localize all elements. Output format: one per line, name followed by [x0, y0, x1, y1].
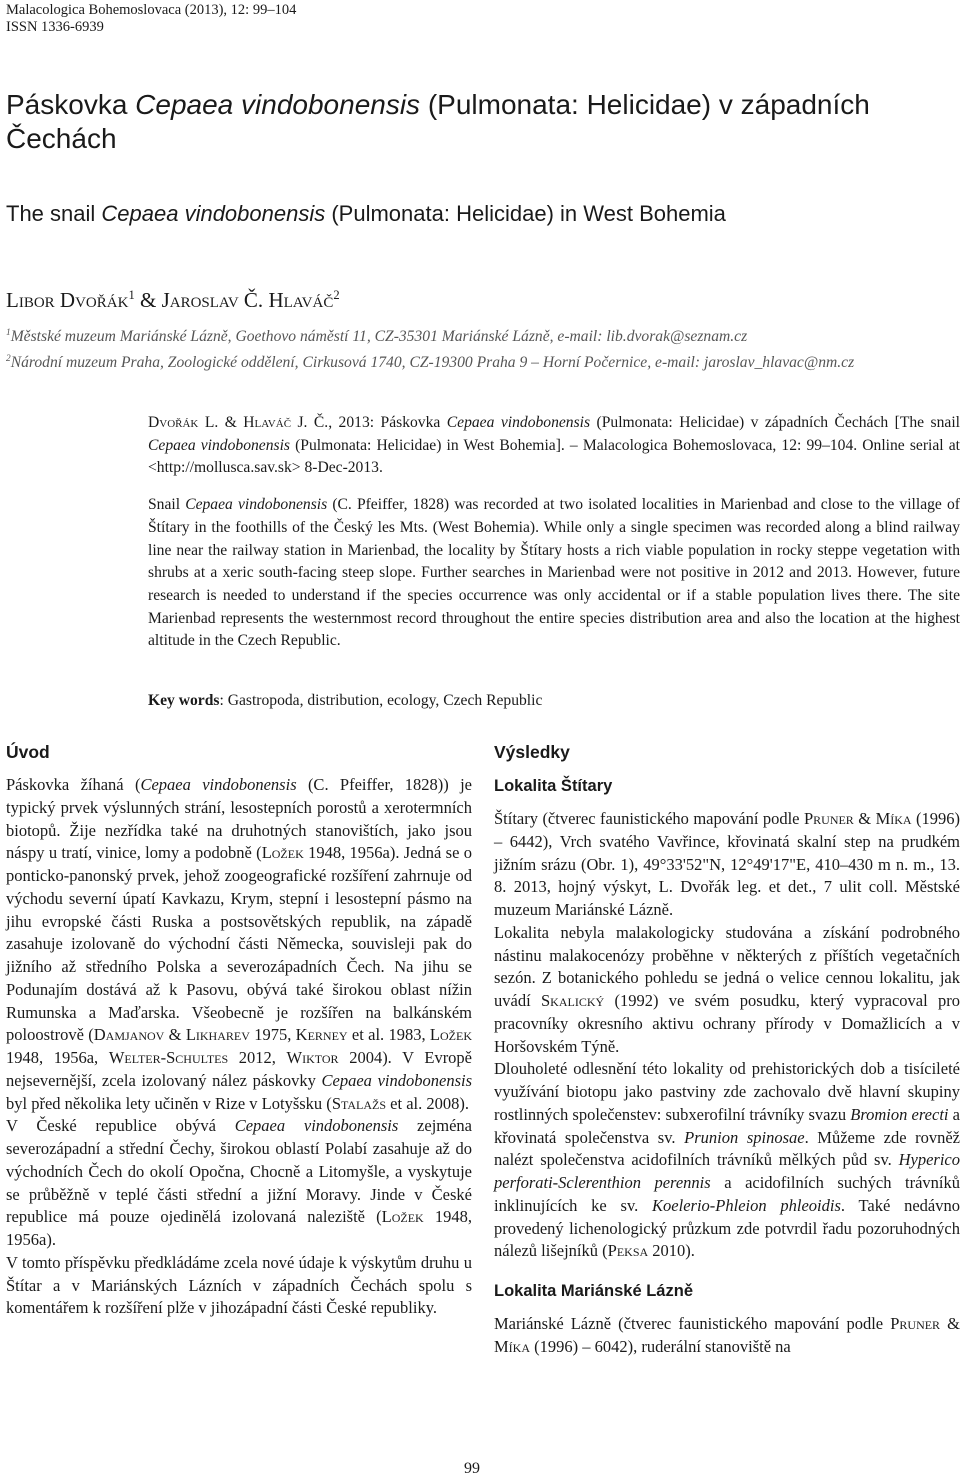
affiliation-1-sup: 1 — [6, 328, 11, 338]
paragraph — [6, 774, 472, 1115]
text-run: 2004). V Evropě nejsevernější, zcela izolovaný nález páskovky — [6, 1048, 473, 1090]
page-number: 99 — [464, 1460, 480, 1477]
text-run: Páskovka žíhaná ( — [6, 775, 141, 794]
issn-line: ISSN 1336-6939 — [6, 19, 104, 35]
keywords — [148, 690, 542, 712]
paragraph — [494, 808, 960, 922]
author-1-given: Libor — [6, 288, 55, 312]
text-run: a acidofilních suchých trávníků inklinujících ke sv. — [494, 1173, 960, 1215]
text-run: 1948, 1956a). — [6, 1207, 473, 1249]
text-run: zejména severozápadní a střední Čechy, širokou oblastí Polabí zasahuje až do východních Čech do okolí Opočna, Chocně a Litomyšle, a vyskytuje se průběžně v teplé části střední a jižní Moravy. Jinde v České republice má pouze ojedinělá izolovaná naleziště ( — [6, 1116, 473, 1227]
citation-species: Cepaea vindobonensis — [446, 414, 591, 431]
cited-author: Ložek — [381, 1207, 424, 1227]
text-run: . Také nedávno provedený lichenologický průzkum zde potvrdil řadu pozoruhodných nálezů lišejníků ( — [494, 1195, 960, 1261]
text-run: Lokalita nebyla malakologicky studována a získání podrobného nástinu malakocenózy proběhne v některých z příštích vegetačních sezón. Z botanického pohledu se jedná o velice cennou lokalitu, jak uvádí — [494, 922, 960, 1010]
cited-author: Wiktor — [286, 1048, 339, 1067]
author-2-family: Hlaváč — [268, 288, 334, 312]
paragraph — [6, 1115, 472, 1252]
title-cz-species: Cepaea vindobonensis — [135, 89, 421, 120]
species-name: Cepaea vindobonensis — [321, 1070, 472, 1090]
citation-part: (Pulmonata: Helicidae) in West Bohemia]. – Malacologica Bohemoslovaca, 12: 99–104. Online serial at <http://mollusca.sav.sk> 8-Dec-2013. — [148, 436, 960, 477]
author-2-sup: 2 — [333, 288, 340, 302]
affiliation-2-sup: 2 — [6, 354, 11, 365]
text-run: & — [164, 1025, 186, 1045]
abstract-body: (C. Pfeiffer, 1828) was recorded at two isolated localities in Marienbad and close to the village of Štítary in the foothills of the Český les Mts. (West Bohemia). While only a single specimen was recorded along a blind railway line near the railway station in Marienbad, the locality by Štítary hosts a rich viable population in rocky steppe vegetation with shrubs at a xeric south-facing steep slope. Further searches in Marienbad were not positive in 2012 and 2013. However, future research is needed to understand if the species occurrence was only accidental or if a stable population lives there. The site Marienbad represents the westernmost record throughout the entire species distribution area and also the location at the highest altitude in the Czech Republic. — [148, 496, 960, 650]
text-run: . Můžeme zde rovněž nalézt společenstva acidofilních trávníků mělkých půd sv. — [494, 1127, 960, 1170]
article-title-english — [6, 200, 946, 228]
paragraph — [494, 922, 960, 1059]
text-run: (1992) ve svém posudku, který vypracoval pro pracovníky okresního aktivu ochrany přírody v Domažlicích a v Horšovském Týně. — [494, 991, 960, 1056]
species-name: Cepaea vindobonensis — [140, 775, 297, 794]
citation-species: Cepaea vindobonensis — [148, 436, 290, 454]
author-1-sup: 1 — [128, 288, 135, 302]
title-cz-prefix: Páskovka — [6, 89, 136, 120]
title-en-suffix: (Pulmonata: Helicidae) in West Bohemia — [325, 201, 726, 226]
text-run: 2012, — [228, 1048, 287, 1067]
plant-community-name: Bromion erecti — [850, 1104, 949, 1124]
subheading-lokalita-marianske-lazne: Lokalita Mariánské Lázně — [494, 1282, 693, 1300]
text-run: 2010). — [648, 1241, 695, 1261]
author-line — [6, 282, 340, 313]
article-title-czech — [6, 88, 946, 156]
author-1-family: Dvořák — [59, 288, 129, 312]
abstract-prefix: Snail — [148, 496, 186, 514]
cited-author: Míka — [494, 1336, 530, 1356]
text-run: a křovinatá společenstva sv. — [494, 1104, 960, 1147]
section-heading-uvod: Úvod — [6, 742, 50, 762]
right-column — [494, 740, 960, 1359]
citation-part: L. & — [198, 414, 244, 431]
title-en-species: Cepaea vindobonensis — [101, 201, 326, 226]
affiliation-2-text: Národní muzeum Praha, Zoologické oddělení, Cirkusová 1740, CZ-19300 Praha 9 – Horní Počernice, e-mail: jaroslav_hlavac@nm.cz — [10, 354, 855, 372]
affiliations — [6, 322, 946, 374]
cited-author: Peksa — [607, 1241, 649, 1261]
cited-author: Likharev — [185, 1025, 250, 1045]
abstract-block — [148, 412, 960, 653]
subheading-lokalita-stitary: Lokalita Štítary — [494, 777, 613, 795]
text-run: (1996) – 6442), Vrch svatého Vavřince, křovinatá skalní step na prudkém jižním srázu (Obr. 1), 49°33'52"N, 12°49'17"E, 410–430 m n. m., 13. 8. 2013, hojný výskyt, L. Dvořák leg. et det., 7 ulit coll. Městské muzeum Mariánské Lázně. — [494, 809, 960, 919]
affiliation-1-text: Městské muzeum Mariánské Lázně, Goethovo náměstí 11, CZ-35301 Mariánské Lázně, e-mail: lib.dvorak@seznam.cz — [10, 328, 748, 346]
spacer — [494, 1263, 960, 1279]
author-2-initial: Č. — [243, 288, 264, 312]
title-cz-suffix: (Pulmonata: Helicidae) v západních Čechách — [6, 89, 870, 154]
text-run: Štítary (čtverec faunistického mapování podle — [494, 809, 804, 828]
citation — [148, 412, 960, 480]
citation-part: (Pulmonata: Helicidae) v západních Čechách [The snail — [590, 414, 960, 431]
text-run: (1996) – 6042), ruderální stanoviště na — [530, 1336, 791, 1356]
journal-header — [6, 2, 296, 36]
affiliation-2 — [6, 348, 946, 374]
text-run: 1948, 1956a). Jedná se o ponticko-panonský prvek, jehož zoogeografické rozšíření zahrnuje od východu severní úpatí Kavkazu, Krym, stepní i lesostepní pásmo na jihu evropské části Ruska a postsovětských republik, na západě zasahuje izolovaně do východní části Německa, souvisleji pak do jižního až středního Polska a severozápadních Čech. Na jihu se Podunajím dostává až k Pasovu, obývá také širokou oblast nížin Rumunska a Maďarska. Všeobecně je rozšířen na balkánském poloostrově ( — [6, 843, 472, 1045]
citation-author-1: Dvořák — [148, 414, 199, 431]
text-run: byl před několika lety učiněn v Rize v Lotyšsku ( — [6, 1093, 332, 1113]
text-run: 1975, — [249, 1025, 296, 1045]
author-ampersand: & — [139, 288, 157, 312]
cited-author: Damjanov — [93, 1025, 165, 1045]
plant-community-name: Koelerio-Phleion phleoidis — [652, 1195, 841, 1215]
text-run: & — [940, 1314, 960, 1333]
paragraph: V tomto příspěvku předkládáme zcela nové údaje k výskytům druhu u Štítar a v Mariánských Lázních v západních Čechách spolu s komentářem k rozšíření plže v jihozápadní části České republiky. — [6, 1252, 472, 1318]
cited-author: Welter-Schultes — [108, 1048, 229, 1067]
cited-author: Ložek — [261, 843, 304, 863]
cited-author: Míka — [875, 809, 912, 828]
author-2-given: Jaroslav — [161, 288, 239, 312]
cited-author: Pruner — [890, 1314, 941, 1333]
cited-author: Ložek — [429, 1025, 472, 1045]
paragraph — [494, 1313, 960, 1359]
cited-author: Stalažs — [331, 1093, 387, 1113]
text-run: 1948, 1956a, — [6, 1048, 109, 1067]
species-name: Cepaea vindobonensis — [234, 1116, 399, 1136]
title-en-prefix: The snail — [6, 201, 102, 226]
text-run: et al. 1983, — [347, 1025, 430, 1045]
cited-author: Skalický — [540, 991, 605, 1010]
text-run: (C. Pfeiffer, 1828)) je typický prvek výslunných strání, lesostepních porostů a xerotermních biotopů. Žije nezřídka také na druhotných stanovištích, jako jsou náspy u tratí, vinice, lomy a podobně ( — [6, 775, 473, 863]
abstract-species: Cepaea vindobonensis — [185, 496, 328, 514]
text-run: Mariánské Lázně (čtverec faunistického mapování podle — [494, 1314, 891, 1333]
abstract-text — [148, 494, 960, 653]
text-run: Dlouholeté odlesnění této lokality od prehistorických dob a tisícileté využívání biotopu jako pastviny zde zachovalo dvě hlavní skupiny rostlinných společenstev: subxerofilní trávníky svazu — [494, 1059, 960, 1124]
keywords-label: Key words — [148, 692, 220, 709]
text-run: V České republice obývá — [6, 1116, 235, 1136]
plant-community-name: Hyperico perforati-Sclerenthion perennis — [494, 1150, 960, 1192]
section-heading-vysledky: Výsledky — [494, 742, 570, 762]
left-column — [6, 740, 472, 1320]
plant-community-name: Prunion spinosae — [684, 1127, 805, 1147]
text-run: & — [853, 809, 876, 828]
journal-citation-line: Malacologica Bohemoslovaca (2013), 12: 99–104 — [6, 2, 297, 18]
affiliation-1 — [6, 322, 946, 348]
cited-author: Kerney — [295, 1025, 348, 1045]
cited-author: Pruner — [803, 809, 854, 828]
citation-author-2: Hlaváč — [243, 414, 292, 431]
keywords-text: : Gastropoda, distribution, ecology, Czech Republic — [219, 692, 543, 709]
citation-part: J. Č., 2013: Páskovka — [291, 414, 447, 431]
paragraph — [494, 1058, 960, 1263]
text-run: et al. 2008). — [386, 1093, 469, 1113]
